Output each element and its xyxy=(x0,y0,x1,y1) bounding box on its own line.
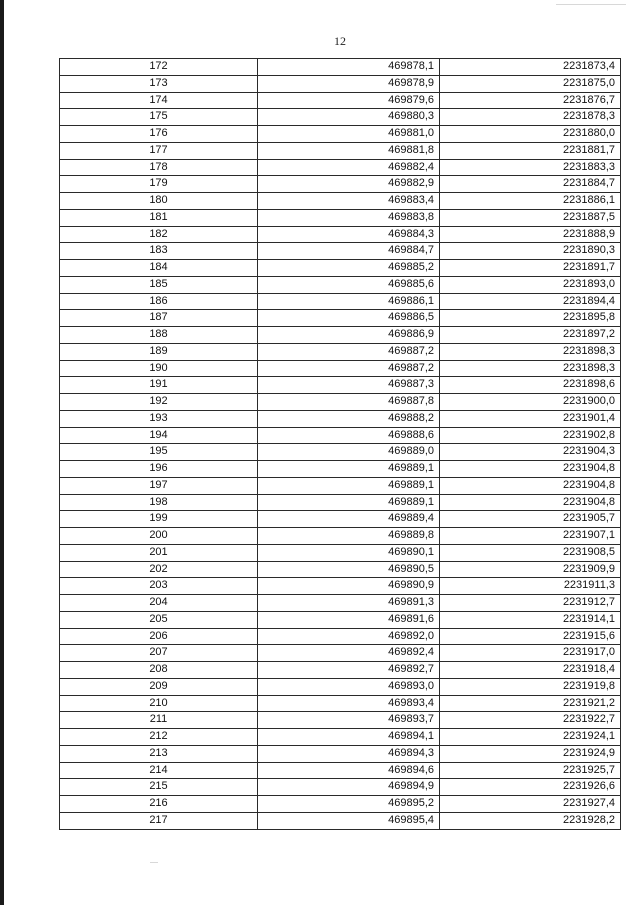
point-number-cell: 190 xyxy=(60,360,258,377)
y-coordinate-cell: 2231878,3 xyxy=(440,109,621,126)
x-coordinate-cell: 469892,7 xyxy=(258,662,440,679)
point-number-cell: 210 xyxy=(60,695,258,712)
point-number-cell: 211 xyxy=(60,712,258,729)
y-coordinate-cell: 2231898,6 xyxy=(440,377,621,394)
y-coordinate-cell: 2231925,7 xyxy=(440,762,621,779)
table-row xyxy=(60,343,621,360)
y-coordinate-cell: 2231918,4 xyxy=(440,662,621,679)
table-row xyxy=(60,293,621,310)
table-row xyxy=(60,812,621,829)
y-coordinate-cell: 2231904,3 xyxy=(440,444,621,461)
x-coordinate-cell: 469886,9 xyxy=(258,327,440,344)
y-coordinate-cell: 2231884,7 xyxy=(440,176,621,193)
point-number-cell: 173 xyxy=(60,75,258,92)
y-coordinate-cell: 2231894,4 xyxy=(440,293,621,310)
x-coordinate-cell: 469893,4 xyxy=(258,695,440,712)
y-coordinate-cell: 2231897,2 xyxy=(440,327,621,344)
x-coordinate-cell: 469883,4 xyxy=(258,193,440,210)
x-coordinate-cell: 469884,7 xyxy=(258,243,440,260)
table-row xyxy=(60,745,621,762)
table-row xyxy=(60,444,621,461)
x-coordinate-cell: 469891,6 xyxy=(258,611,440,628)
point-number-cell: 180 xyxy=(60,193,258,210)
x-coordinate-cell: 469879,6 xyxy=(258,92,440,109)
y-coordinate-cell: 2231901,4 xyxy=(440,410,621,427)
x-coordinate-cell: 469886,1 xyxy=(258,293,440,310)
y-coordinate-cell: 2231924,9 xyxy=(440,745,621,762)
point-number-cell: 172 xyxy=(60,59,258,76)
point-number-cell: 204 xyxy=(60,595,258,612)
table-row xyxy=(60,226,621,243)
table-row xyxy=(60,427,621,444)
x-coordinate-cell: 469890,9 xyxy=(258,578,440,595)
table-row xyxy=(60,92,621,109)
table-row xyxy=(60,394,621,411)
x-coordinate-cell: 469895,2 xyxy=(258,796,440,813)
point-number-cell: 179 xyxy=(60,176,258,193)
y-coordinate-cell: 2231876,7 xyxy=(440,92,621,109)
x-coordinate-cell: 469895,4 xyxy=(258,812,440,829)
table-row xyxy=(60,126,621,143)
x-coordinate-cell: 469894,6 xyxy=(258,762,440,779)
x-coordinate-cell: 469882,4 xyxy=(258,159,440,176)
y-coordinate-cell: 2231926,6 xyxy=(440,779,621,796)
x-coordinate-cell: 469889,1 xyxy=(258,461,440,478)
table-row xyxy=(60,193,621,210)
point-number-cell: 189 xyxy=(60,343,258,360)
x-coordinate-cell: 469894,1 xyxy=(258,729,440,746)
x-coordinate-cell: 469888,6 xyxy=(258,427,440,444)
x-coordinate-cell: 469884,3 xyxy=(258,226,440,243)
table-row xyxy=(60,410,621,427)
x-coordinate-cell: 469889,0 xyxy=(258,444,440,461)
y-coordinate-cell: 2231888,9 xyxy=(440,226,621,243)
x-coordinate-cell: 469892,4 xyxy=(258,645,440,662)
y-coordinate-cell: 2231924,1 xyxy=(440,729,621,746)
table-row xyxy=(60,360,621,377)
table-row xyxy=(60,712,621,729)
scan-artifact-bottom xyxy=(150,862,158,863)
table-row xyxy=(60,209,621,226)
y-coordinate-cell: 2231919,8 xyxy=(440,678,621,695)
y-coordinate-cell: 2231898,3 xyxy=(440,343,621,360)
table-row xyxy=(60,461,621,478)
y-coordinate-cell: 2231895,8 xyxy=(440,310,621,327)
y-coordinate-cell: 2231880,0 xyxy=(440,126,621,143)
scan-left-border xyxy=(0,0,4,905)
point-number-cell: 199 xyxy=(60,511,258,528)
y-coordinate-cell: 2231905,7 xyxy=(440,511,621,528)
x-coordinate-cell: 469890,5 xyxy=(258,561,440,578)
table-row xyxy=(60,595,621,612)
table-row xyxy=(60,729,621,746)
y-coordinate-cell: 2231883,3 xyxy=(440,159,621,176)
table-row xyxy=(60,260,621,277)
x-coordinate-cell: 469878,1 xyxy=(258,59,440,76)
table-row xyxy=(60,142,621,159)
y-coordinate-cell: 2231909,9 xyxy=(440,561,621,578)
point-number-cell: 183 xyxy=(60,243,258,260)
y-coordinate-cell: 2231900,0 xyxy=(440,394,621,411)
table-row xyxy=(60,695,621,712)
table-row xyxy=(60,662,621,679)
point-number-cell: 216 xyxy=(60,796,258,813)
table-row xyxy=(60,796,621,813)
point-number-cell: 186 xyxy=(60,293,258,310)
x-coordinate-cell: 469887,8 xyxy=(258,394,440,411)
x-coordinate-cell: 469887,3 xyxy=(258,377,440,394)
y-coordinate-cell: 2231907,1 xyxy=(440,528,621,545)
x-coordinate-cell: 469892,0 xyxy=(258,628,440,645)
x-coordinate-cell: 469894,3 xyxy=(258,745,440,762)
y-coordinate-cell: 2231875,0 xyxy=(440,75,621,92)
point-number-cell: 201 xyxy=(60,544,258,561)
point-number-cell: 196 xyxy=(60,461,258,478)
table-row xyxy=(60,511,621,528)
y-coordinate-cell: 2231893,0 xyxy=(440,276,621,293)
table-row xyxy=(60,327,621,344)
table-row xyxy=(60,176,621,193)
y-coordinate-cell: 2231915,6 xyxy=(440,628,621,645)
x-coordinate-cell: 469880,3 xyxy=(258,109,440,126)
point-number-cell: 212 xyxy=(60,729,258,746)
x-coordinate-cell: 469893,7 xyxy=(258,712,440,729)
table-row xyxy=(60,75,621,92)
y-coordinate-cell: 2231928,2 xyxy=(440,812,621,829)
scan-artifact-top xyxy=(556,4,626,5)
point-number-cell: 177 xyxy=(60,142,258,159)
point-number-cell: 194 xyxy=(60,427,258,444)
point-number-cell: 206 xyxy=(60,628,258,645)
point-number-cell: 197 xyxy=(60,477,258,494)
table-row xyxy=(60,243,621,260)
y-coordinate-cell: 2231886,1 xyxy=(440,193,621,210)
point-number-cell: 187 xyxy=(60,310,258,327)
point-number-cell: 185 xyxy=(60,276,258,293)
x-coordinate-cell: 469887,2 xyxy=(258,360,440,377)
x-coordinate-cell: 469889,8 xyxy=(258,528,440,545)
x-coordinate-cell: 469893,0 xyxy=(258,678,440,695)
point-number-cell: 200 xyxy=(60,528,258,545)
point-number-cell: 193 xyxy=(60,410,258,427)
y-coordinate-cell: 2231873,4 xyxy=(440,59,621,76)
point-number-cell: 175 xyxy=(60,109,258,126)
y-coordinate-cell: 2231898,3 xyxy=(440,360,621,377)
table-row xyxy=(60,762,621,779)
x-coordinate-cell: 469878,9 xyxy=(258,75,440,92)
table-row xyxy=(60,561,621,578)
point-number-cell: 207 xyxy=(60,645,258,662)
point-number-cell: 184 xyxy=(60,260,258,277)
point-number-cell: 203 xyxy=(60,578,258,595)
point-number-cell: 191 xyxy=(60,377,258,394)
table-row xyxy=(60,310,621,327)
point-number-cell: 178 xyxy=(60,159,258,176)
point-number-cell: 217 xyxy=(60,812,258,829)
table-row xyxy=(60,159,621,176)
table-row xyxy=(60,611,621,628)
point-number-cell: 182 xyxy=(60,226,258,243)
y-coordinate-cell: 2231917,0 xyxy=(440,645,621,662)
table-row xyxy=(60,578,621,595)
table-row xyxy=(60,628,621,645)
y-coordinate-cell: 2231904,8 xyxy=(440,494,621,511)
x-coordinate-cell: 469889,4 xyxy=(258,511,440,528)
table-row xyxy=(60,494,621,511)
table-row xyxy=(60,678,621,695)
y-coordinate-cell: 2231904,8 xyxy=(440,477,621,494)
point-number-cell: 209 xyxy=(60,678,258,695)
table-row xyxy=(60,109,621,126)
y-coordinate-cell: 2231922,7 xyxy=(440,712,621,729)
table-row xyxy=(60,276,621,293)
table-row xyxy=(60,377,621,394)
x-coordinate-cell: 469883,8 xyxy=(258,209,440,226)
point-number-cell: 205 xyxy=(60,611,258,628)
y-coordinate-cell: 2231911,3 xyxy=(440,578,621,595)
table-row xyxy=(60,59,621,76)
x-coordinate-cell: 469889,1 xyxy=(258,494,440,511)
page-number: 12 xyxy=(334,34,346,48)
point-number-cell: 202 xyxy=(60,561,258,578)
y-coordinate-cell: 2231914,1 xyxy=(440,611,621,628)
y-coordinate-cell: 2231921,2 xyxy=(440,695,621,712)
table-row xyxy=(60,779,621,796)
point-number-cell: 188 xyxy=(60,327,258,344)
x-coordinate-cell: 469888,2 xyxy=(258,410,440,427)
y-coordinate-cell: 2231927,4 xyxy=(440,796,621,813)
x-coordinate-cell: 469885,6 xyxy=(258,276,440,293)
table-row xyxy=(60,645,621,662)
y-coordinate-cell: 2231881,7 xyxy=(440,142,621,159)
table-row xyxy=(60,544,621,561)
y-coordinate-cell: 2231890,3 xyxy=(440,243,621,260)
point-number-cell: 174 xyxy=(60,92,258,109)
point-number-cell: 181 xyxy=(60,209,258,226)
table-row xyxy=(60,477,621,494)
y-coordinate-cell: 2231902,8 xyxy=(440,427,621,444)
x-coordinate-cell: 469887,2 xyxy=(258,343,440,360)
table-row xyxy=(60,528,621,545)
point-number-cell: 195 xyxy=(60,444,258,461)
y-coordinate-cell: 2231912,7 xyxy=(440,595,621,612)
y-coordinate-cell: 2231891,7 xyxy=(440,260,621,277)
x-coordinate-cell: 469890,1 xyxy=(258,544,440,561)
x-coordinate-cell: 469886,5 xyxy=(258,310,440,327)
x-coordinate-cell: 469881,8 xyxy=(258,142,440,159)
point-number-cell: 215 xyxy=(60,779,258,796)
x-coordinate-cell: 469885,2 xyxy=(258,260,440,277)
x-coordinate-cell: 469891,3 xyxy=(258,595,440,612)
coordinates-table xyxy=(59,58,621,830)
point-number-cell: 192 xyxy=(60,394,258,411)
x-coordinate-cell: 469881,0 xyxy=(258,126,440,143)
x-coordinate-cell: 469882,9 xyxy=(258,176,440,193)
point-number-cell: 214 xyxy=(60,762,258,779)
x-coordinate-cell: 469889,1 xyxy=(258,477,440,494)
point-number-cell: 213 xyxy=(60,745,258,762)
point-number-cell: 176 xyxy=(60,126,258,143)
point-number-cell: 208 xyxy=(60,662,258,679)
y-coordinate-cell: 2231908,5 xyxy=(440,544,621,561)
coordinates-table-body xyxy=(60,59,621,830)
point-number-cell: 198 xyxy=(60,494,258,511)
y-coordinate-cell: 2231904,8 xyxy=(440,461,621,478)
x-coordinate-cell: 469894,9 xyxy=(258,779,440,796)
y-coordinate-cell: 2231887,5 xyxy=(440,209,621,226)
